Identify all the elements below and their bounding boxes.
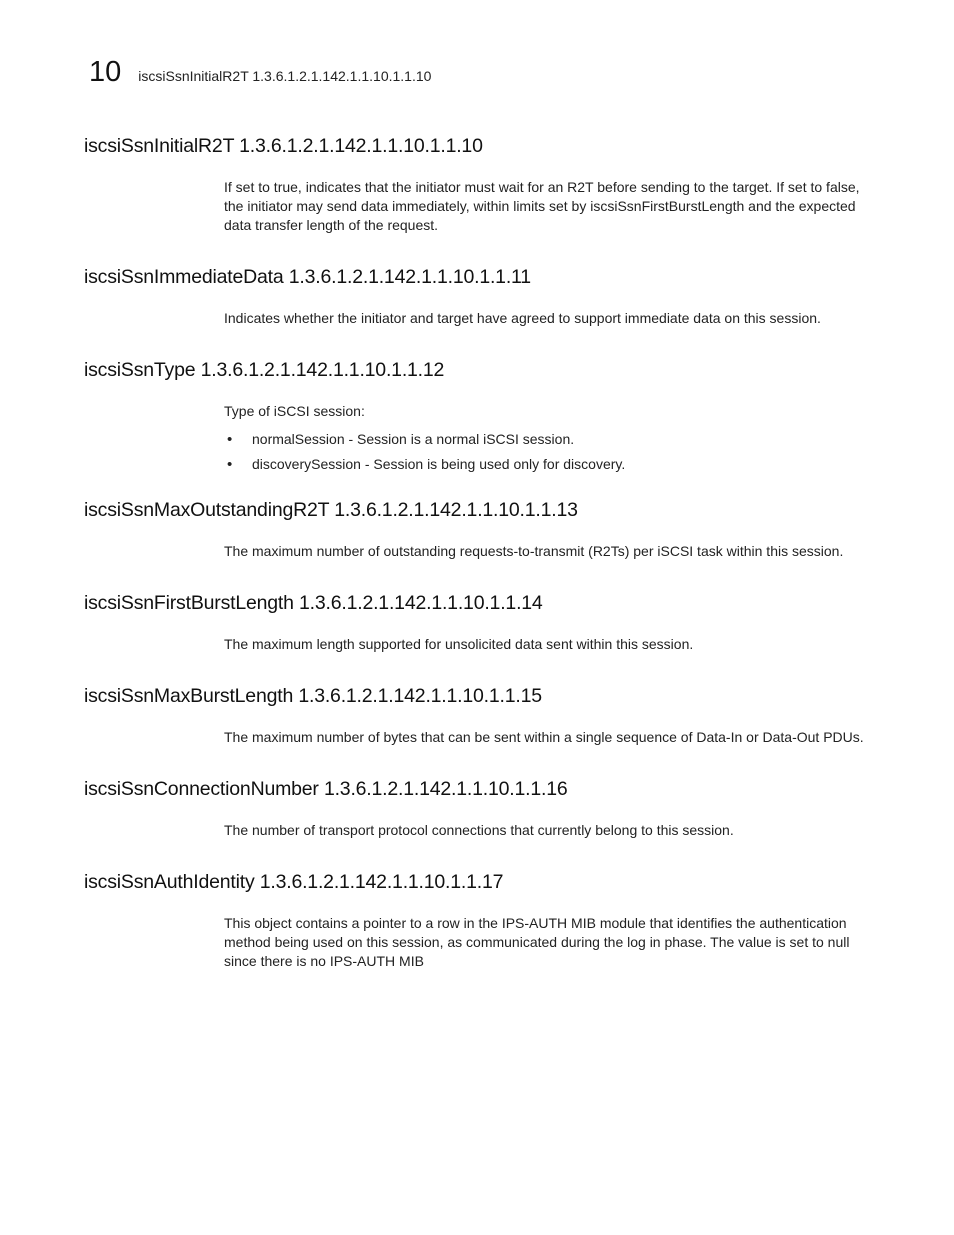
section-heading: iscsiSsnImmediateData 1.3.6.1.2.1.142.1.1.10.1.1.11	[84, 266, 531, 288]
section-body	[224, 728, 874, 747]
section-paragraph: The maximum number of outstanding requests-to-transmit (R2Ts) per iSCSI task within this session.	[224, 543, 844, 559]
section-max-burst-length	[84, 682, 874, 747]
list-item	[224, 455, 874, 474]
bullet-icon: •	[227, 456, 233, 473]
section-auth-identity	[84, 868, 874, 971]
list-item-text: discoverySession - Session is being used only for discovery.	[252, 456, 626, 472]
section-body	[224, 635, 874, 654]
section-heading: iscsiSsnMaxOutstandingR2T 1.3.6.1.2.1.142.1.1.10.1.1.13	[84, 499, 578, 521]
section-heading: iscsiSsnConnectionNumber 1.3.6.1.2.1.142.1.1.10.1.1.16	[84, 778, 568, 800]
section-paragraph: This object contains a pointer to a row in the IPS-AUTH MIB module that identifies the authentication method being used on this session, as communicated during the log in phase. The value is set to null since there is no IPS-AUTH MIB	[224, 915, 850, 969]
section-connection-number	[84, 775, 874, 840]
section-body	[224, 309, 874, 328]
section-type	[84, 356, 874, 474]
list-item	[224, 430, 874, 449]
page-header	[89, 54, 431, 90]
list-item-text: normalSession - Session is a normal iSCSI session.	[252, 431, 575, 447]
bullet-icon: •	[227, 431, 233, 448]
section-body	[224, 178, 874, 235]
running-title: iscsiSsnInitialR2T 1.3.6.1.2.1.142.1.1.10.1.1.10	[138, 68, 432, 84]
section-paragraph: Indicates whether the initiator and target have agreed to support immediate data on this session.	[224, 310, 821, 326]
section-heading: iscsiSsnMaxBurstLength 1.3.6.1.2.1.142.1.1.10.1.1.15	[84, 685, 542, 707]
section-max-outstanding-r2t	[84, 496, 874, 561]
section-paragraph: If set to true, indicates that the initiator must wait for an R2T before sending to the target. If set to false, the initiator may send data immediately, within limits set by iscsiSsnFirstBurstLength and the expected data transfer length of the request.	[224, 179, 860, 233]
document-content	[84, 132, 874, 971]
section-heading: iscsiSsnInitialR2T 1.3.6.1.2.1.142.1.1.10.1.1.10	[84, 135, 483, 157]
section-heading: iscsiSsnType 1.3.6.1.2.1.142.1.1.10.1.1.12	[84, 359, 445, 381]
section-immediate-data	[84, 263, 874, 328]
section-body	[224, 914, 874, 971]
chapter-number: 10	[89, 56, 122, 88]
section-paragraph: The maximum number of bytes that can be sent within a single sequence of Data-In or Data-Out PDUs.	[224, 729, 864, 745]
section-body	[224, 402, 874, 474]
section-heading: iscsiSsnAuthIdentity 1.3.6.1.2.1.142.1.1.10.1.1.17	[84, 871, 504, 893]
section-first-burst-length	[84, 589, 874, 654]
bullet-list	[224, 430, 874, 474]
section-paragraph: Type of iSCSI session:	[224, 403, 365, 419]
section-initial-r2t	[84, 132, 874, 235]
section-heading: iscsiSsnFirstBurstLength 1.3.6.1.2.1.142.1.1.10.1.1.14	[84, 592, 543, 614]
section-body	[224, 821, 874, 840]
section-body	[224, 542, 874, 561]
section-paragraph: The number of transport protocol connections that currently belong to this session.	[224, 822, 734, 838]
section-paragraph: The maximum length supported for unsolicited data sent within this session.	[224, 636, 694, 652]
